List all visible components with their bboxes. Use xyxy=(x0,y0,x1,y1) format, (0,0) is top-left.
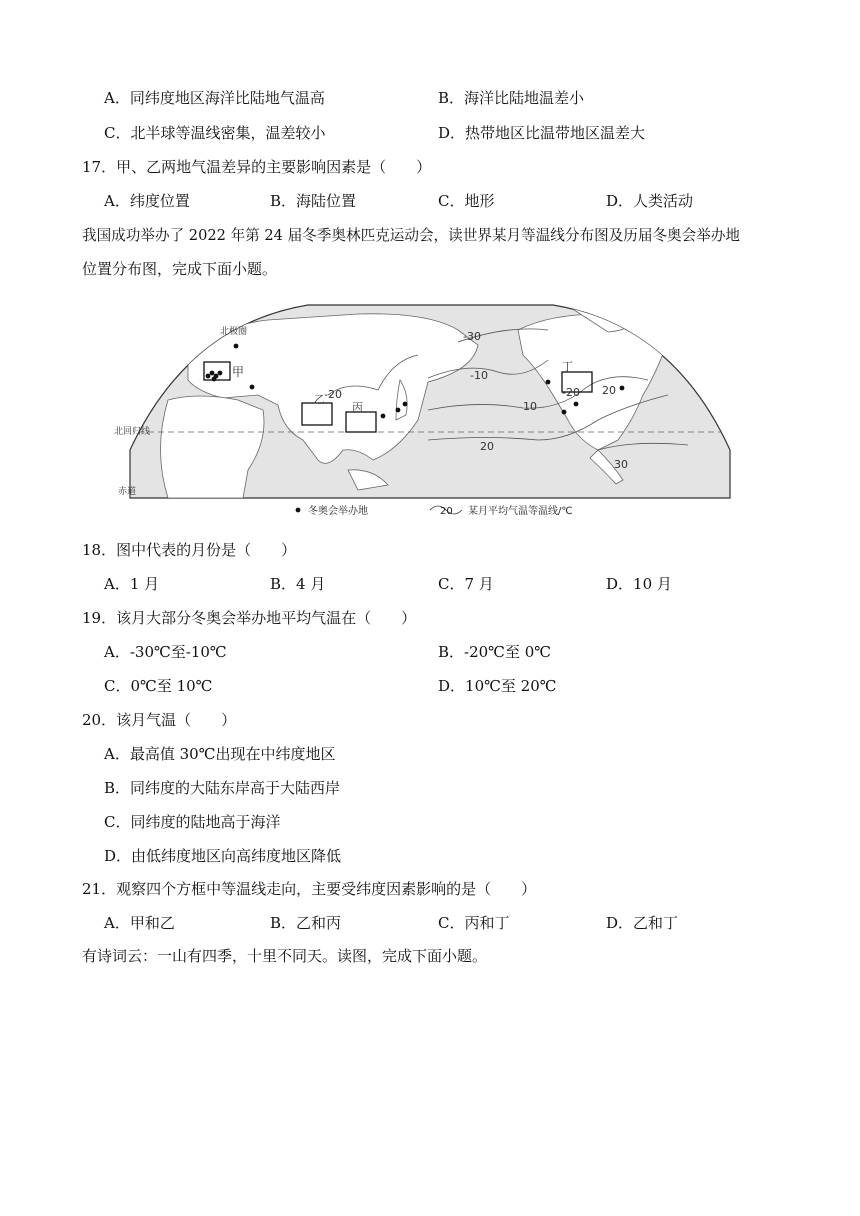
q16-option-c: C．北半球等温线密集，温差较小 xyxy=(104,124,326,142)
isotherm-label: -10 xyxy=(470,369,488,382)
isotherm-label: -30 xyxy=(463,330,481,343)
host-site-dot xyxy=(396,408,401,413)
q21-stem: 21．观察四个方框中等温线走向，主要受纬度因素影响的是（ ） xyxy=(82,880,537,898)
box-label-yi: 乙 xyxy=(314,393,325,406)
q18-option-d: D．10 月 xyxy=(606,575,672,593)
q16-option-a: A．同纬度地区海洋比陆地气温高 xyxy=(104,89,325,107)
host-site-dot xyxy=(210,371,215,376)
isotherm-label: 10 xyxy=(523,400,537,413)
host-site-dot xyxy=(234,344,239,349)
intro-paragraph-line2: 位置分布图，完成下面小题。 xyxy=(82,260,278,278)
isotherm-map-figure xyxy=(114,300,732,520)
host-site-dot xyxy=(206,374,211,379)
box-label-jia: 甲 xyxy=(232,365,245,379)
isotherm-label: -20 xyxy=(324,388,342,401)
equator-label: 赤道 xyxy=(118,487,137,497)
host-site-dot xyxy=(250,385,255,390)
q17-option-c: C．地形 xyxy=(438,192,495,210)
isotherm-label: 30 xyxy=(614,458,628,471)
host-site-dot xyxy=(546,380,551,385)
q19-option-a: A．-30℃至-10℃ xyxy=(104,643,227,661)
intro-paragraph-line1: 我国成功举办了 2022 年第 24 届冬季奥林匹克运动会，读世界某月等温线分布图及历届冬奥会举办地 xyxy=(82,227,741,244)
legend-site-dot xyxy=(296,508,301,513)
isotherm-label: 20 xyxy=(602,384,616,397)
host-site-dot xyxy=(574,402,579,407)
q21-option-b: B．乙和丙 xyxy=(270,914,342,932)
q20-option-c: C．同纬度的陆地高于海洋 xyxy=(104,813,281,831)
q21-option-c: C．丙和丁 xyxy=(438,914,510,932)
legend-isotherm-sample: 20 xyxy=(440,506,453,517)
q19-stem: 19．该月大部分冬奥会举办地平均气温在（ ） xyxy=(82,609,417,627)
q19-option-b: B．-20℃至 0℃ xyxy=(438,643,552,661)
q17-option-a: A．纬度位置 xyxy=(104,192,190,210)
q18-stem: 18．图中代表的月份是（ ） xyxy=(82,541,297,559)
q20-option-b: B．同纬度的大陆东岸高于大陆西岸 xyxy=(104,779,341,797)
host-site-dot xyxy=(403,402,408,407)
q16-option-d: D．热带地区比温带地区温差大 xyxy=(438,124,646,142)
q17-option-b: B．海陆位置 xyxy=(270,192,357,210)
q18-option-c: C．7 月 xyxy=(438,575,494,593)
q20-option-d: D．由低纬度地区向高纬度地区降低 xyxy=(104,847,342,865)
q19-option-c: C．0℃至 10℃ xyxy=(104,677,213,695)
host-site-dot xyxy=(381,414,386,419)
host-site-dot xyxy=(218,371,223,376)
q21-option-d: D．乙和丁 xyxy=(606,914,679,932)
q20-stem: 20．该月气温（ ） xyxy=(82,711,237,729)
tropic-of-cancer-label: 北回归线 xyxy=(114,427,151,437)
host-site-dot xyxy=(620,386,625,391)
box-label-ding: 丁 xyxy=(562,360,573,373)
box-label-bing: 丙 xyxy=(352,401,363,414)
isotherm-label: 20 xyxy=(480,440,494,453)
isotherm-label: -20 xyxy=(562,386,580,399)
host-site-dot xyxy=(562,410,567,415)
q18-option-b: B．4 月 xyxy=(270,575,326,593)
legend-site-label: 冬奥会举办地 xyxy=(308,506,368,517)
q16-option-b: B．海洋比陆地温差小 xyxy=(438,89,585,107)
intro2-paragraph: 有诗词云：一山有四季，十里不同天。读图，完成下面小题。 xyxy=(82,947,488,965)
q17-stem: 17．甲、乙两地气温差异的主要影响因素是（ ） xyxy=(82,158,432,176)
q21-option-a: A．甲和乙 xyxy=(104,914,175,932)
q19-option-d: D．10℃至 20℃ xyxy=(438,677,557,695)
host-site-dot xyxy=(212,377,217,382)
q18-option-a: A．1 月 xyxy=(104,575,160,593)
arctic-circle-label: 北极圈 xyxy=(220,327,248,337)
q20-option-a: A．最高值 30℃出现在中纬度地区 xyxy=(104,745,336,763)
q17-option-d: D．人类活动 xyxy=(606,192,694,210)
legend-isotherm-label: 某月平均气温等温线/℃ xyxy=(468,506,573,517)
